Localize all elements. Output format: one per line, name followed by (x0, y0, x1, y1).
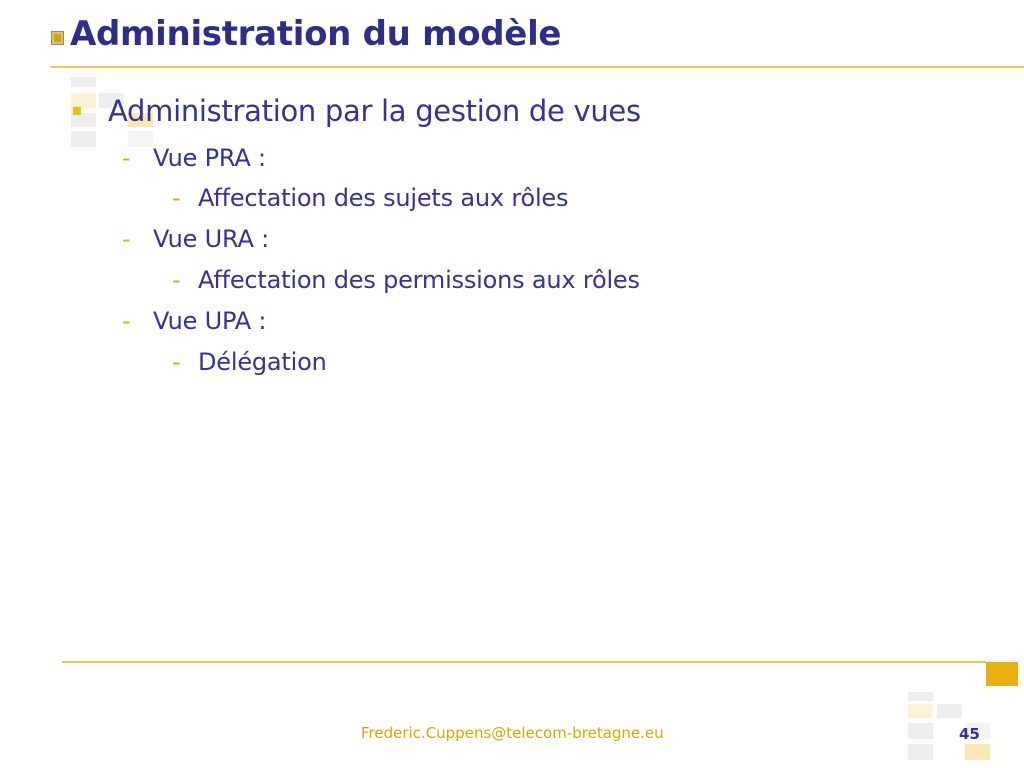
footer-divider (62, 661, 986, 663)
bullet-level2: Vue UPA : (153, 307, 267, 335)
dash-bullet-icon: - (172, 266, 181, 294)
title-bullet-icon (51, 31, 64, 45)
bullet-level3: Délégation (198, 348, 327, 376)
slide-title: Administration du modèle (70, 14, 562, 54)
page-number: 45 (959, 725, 980, 743)
dash-bullet-icon: - (172, 184, 181, 212)
bullet-level3: Affectation des sujets aux rôles (198, 184, 569, 212)
dash-bullet-icon: - (122, 225, 131, 253)
dash-bullet-icon: - (122, 144, 131, 172)
bullet-level2: Vue URA : (153, 225, 269, 253)
dash-bullet-icon: - (172, 348, 181, 376)
bullet-level2: Vue PRA : (153, 144, 266, 172)
dash-bullet-icon: - (122, 307, 131, 335)
bullet-level1: Administration par la gestion de vues (108, 94, 641, 128)
bullet-level3: Affectation des permissions aux rôles (198, 266, 640, 294)
footer-email: Frederic.Cuppens@telecom-bretagne.eu (361, 724, 664, 742)
decorative-gold-block (986, 662, 1018, 686)
bullet-square-icon (73, 107, 81, 115)
title-divider (51, 66, 1024, 68)
